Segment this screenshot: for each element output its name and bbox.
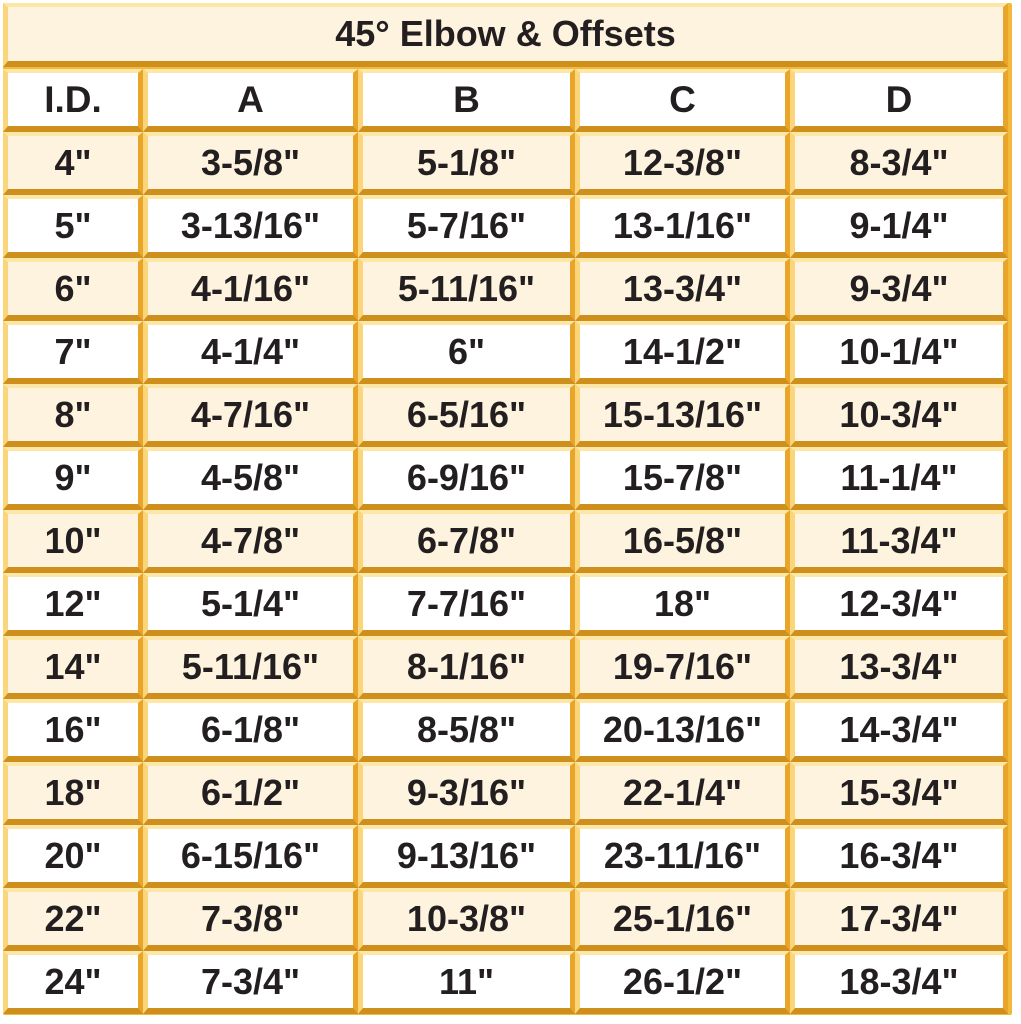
table-cell-b: 9-13/16" [358, 825, 575, 888]
table-cell-a: 4-7/8" [143, 510, 358, 573]
table-cell-id: 12" [3, 573, 143, 636]
table-cell-id: 22" [3, 888, 143, 951]
table-cell-a: 5-1/4" [143, 573, 358, 636]
table-cell-b: 6-5/16" [358, 384, 575, 447]
table-cell-id: 16" [3, 699, 143, 762]
table-cell-b: 5-7/16" [358, 195, 575, 258]
table-cell-b: 7-7/16" [358, 573, 575, 636]
table-cell-d: 17-3/4" [790, 888, 1008, 951]
table-cell-c: 19-7/16" [575, 636, 790, 699]
table-cell-c: 23-11/16" [575, 825, 790, 888]
table-cell-d: 10-1/4" [790, 321, 1008, 384]
table-cell-a: 4-1/16" [143, 258, 358, 321]
table-cell-b: 6-7/8" [358, 510, 575, 573]
table-cell-a: 3-13/16" [143, 195, 358, 258]
table-cell-a: 3-5/8" [143, 132, 358, 195]
column-header-a: A [143, 69, 358, 132]
table-cell-b: 11" [358, 951, 575, 1014]
table-cell-a: 4-1/4" [143, 321, 358, 384]
table-cell-b: 5-11/16" [358, 258, 575, 321]
table-cell-c: 16-5/8" [575, 510, 790, 573]
table-cell-d: 11-1/4" [790, 447, 1008, 510]
table-cell-id: 5" [3, 195, 143, 258]
table-cell-b: 10-3/8" [358, 888, 575, 951]
table-cell-c: 18" [575, 573, 790, 636]
table-cell-d: 9-3/4" [790, 258, 1008, 321]
table-cell-d: 14-3/4" [790, 699, 1008, 762]
table-cell-id: 7" [3, 321, 143, 384]
column-header-c: C [575, 69, 790, 132]
table-cell-d: 10-3/4" [790, 384, 1008, 447]
table-cell-a: 5-11/16" [143, 636, 358, 699]
table-cell-id: 14" [3, 636, 143, 699]
table-cell-id: 4" [3, 132, 143, 195]
table-cell-d: 13-3/4" [790, 636, 1008, 699]
table-cell-a: 7-3/8" [143, 888, 358, 951]
table-cell-d: 11-3/4" [790, 510, 1008, 573]
table-cell-id: 9" [3, 447, 143, 510]
table-cell-c: 25-1/16" [575, 888, 790, 951]
column-header-b: B [358, 69, 575, 132]
table-cell-d: 16-3/4" [790, 825, 1008, 888]
table-cell-c: 13-1/16" [575, 195, 790, 258]
table-cell-d: 8-3/4" [790, 132, 1008, 195]
table-cell-a: 6-15/16" [143, 825, 358, 888]
table-cell-a: 6-1/2" [143, 762, 358, 825]
table-cell-c: 22-1/4" [575, 762, 790, 825]
table-cell-b: 8-1/16" [358, 636, 575, 699]
table-cell-a: 7-3/4" [143, 951, 358, 1014]
table-cell-b: 6" [358, 321, 575, 384]
column-header-id: I.D. [3, 69, 143, 132]
table-cell-c: 26-1/2" [575, 951, 790, 1014]
table-cell-d: 12-3/4" [790, 573, 1008, 636]
table-cell-d: 15-3/4" [790, 762, 1008, 825]
table-cell-a: 4-5/8" [143, 447, 358, 510]
table-cell-d: 9-1/4" [790, 195, 1008, 258]
table-cell-id: 8" [3, 384, 143, 447]
table-cell-c: 13-3/4" [575, 258, 790, 321]
table-cell-b: 6-9/16" [358, 447, 575, 510]
table-cell-a: 6-1/8" [143, 699, 358, 762]
table-cell-id: 24" [3, 951, 143, 1014]
table-cell-d: 18-3/4" [790, 951, 1008, 1014]
column-header-d: D [790, 69, 1008, 132]
table-cell-id: 10" [3, 510, 143, 573]
table-title: 45° Elbow & Offsets [3, 3, 1008, 67]
table-cell-id: 18" [3, 762, 143, 825]
table-cell-b: 8-5/8" [358, 699, 575, 762]
table-cell-b: 9-3/16" [358, 762, 575, 825]
table-cell-c: 15-13/16" [575, 384, 790, 447]
table-cell-c: 20-13/16" [575, 699, 790, 762]
table-cell-id: 20" [3, 825, 143, 888]
offset-table [3, 3, 1012, 1015]
table-cell-c: 12-3/8" [575, 132, 790, 195]
table-cell-c: 15-7/8" [575, 447, 790, 510]
table-cell-a: 4-7/16" [143, 384, 358, 447]
table-cell-c: 14-1/2" [575, 321, 790, 384]
table-cell-id: 6" [3, 258, 143, 321]
table-cell-b: 5-1/8" [358, 132, 575, 195]
